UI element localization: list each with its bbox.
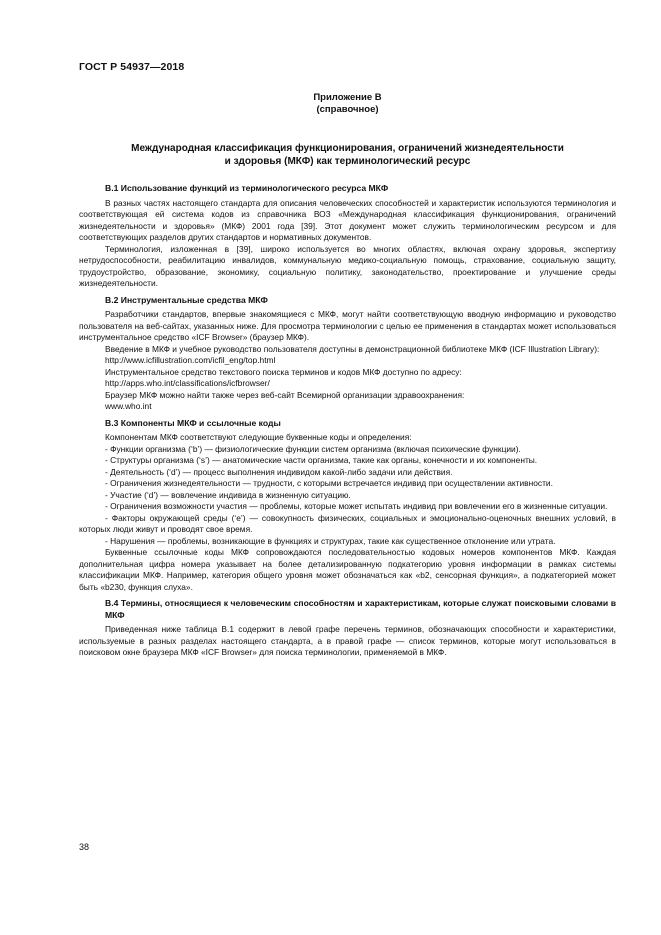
url-link[interactable]: http://apps.who.int/classifications/icfbrowser/	[105, 378, 270, 388]
paragraph: Введение в МКФ и учебное руководство пользователя доступны в демонстрационной библиотеке МКФ (ICF Illustration Library):	[105, 343, 600, 354]
document-title-line1: Международная классификация функционирования, ограничений жизнедеятельности	[131, 143, 564, 154]
url-link[interactable]: www.who.int	[105, 401, 152, 411]
document-body	[79, 180, 616, 659]
paragraph: Буквенные ссылочные коды МКФ сопровождаются последовательностью кодовых номеров компонентов МКФ. Каждая дополнительная цифра номера указывает на более детализированную подкатегорию уровня информации в рамках системы классификации МКФ. Например, категория общего уровня может обозначаться как «b2, сенсорная функция», а подкатегорией может быть «b230, функция слуха».	[79, 547, 616, 592]
list-item: - Нарушения — проблемы, возникающие в функциях и структурах, такие как существенное отклонение или утрата.	[105, 535, 556, 546]
section-b2-heading: В.2 Инструментальные средства МКФ	[105, 294, 268, 305]
list-item: - Факторы окружающей среды (‘e’) — совокупность физических, социальных и эмоционально-оценочных внешних условий, в которых люди живут и проводят свое время.	[79, 512, 616, 534]
paragraph: Приведенная ниже таблица В.1 содержит в левой графе перечень терминов, обозначающих способности и характеристики, используемые в разных разделах настоящего стандарта, а в правой графе — список терминов, которые могут использоваться в поисковом окне браузера МКФ «ICF Browser» для поиска терминологии, применяемой в МКФ.	[79, 624, 616, 657]
paragraph: В разных частях настоящего стандарта для описания человеческих способностей и характеристик используются терминология и соответствующая ей система кодов из справочника ВОЗ «Международная классификация функционирования, ограничений жизнедеятельности и здоровья» (МКФ) 2001 года [39]. Этот документ может служить терминологическим ресурсом и для соответствующих разделов других стандартов и нормативных документов.	[79, 197, 616, 242]
paragraph: Инструментальное средство текстового поиска терминов и кодов МКФ доступно по адресу:	[105, 366, 462, 377]
list-item: - Ограничения жизнедеятельности — трудности, с которыми встречается индивид при осуществлении активности.	[105, 478, 553, 488]
list-item: - Функции организма (‘b’) — физиологические функции систем организма (включая психические функции).	[105, 443, 521, 454]
document-title	[79, 142, 616, 168]
annex-subtitle: (справочное)	[316, 104, 379, 115]
paragraph: Браузер МКФ можно найти также через веб-сайт Всемирной организации здравоохранения:	[105, 389, 465, 400]
paragraph: Компонентам МКФ соответствуют следующие буквенные коды и определения:	[105, 432, 412, 442]
paragraph: Терминология, изложенная в [39], широко используется во многих областях, включая охрану здоровья, экспертизу нетрудоспособности, реабилитацию инвалидов, коммунальную медико-социальную помощь, страхование, социальную защиту, трудоустройство, образование, экономику, социальную политику, законодательство, проектирование и улучшение среды жизнедеятельности.	[79, 243, 616, 288]
list-item: - Деятельность (‘d’) — процесс выполнения индивидом какой-либо задачи или действия.	[105, 466, 453, 477]
section-b3-heading: В.3 Компоненты МКФ и ссылочные коды	[105, 417, 281, 428]
paragraph: Разработчики стандартов, впервые знакомящиеся с МКФ, могут найти соответствующую вводную информацию и руководство пользователя на веб-сайтах, указанных ниже. Для просмотра терминологии с целью ее применения в стандартах может использоваться инструментальное средство «ICF Browser» (браузер МКФ).	[79, 309, 616, 342]
list-item: - Участие (‘d’) — вовлечение индивида в жизненную ситуацию.	[105, 489, 351, 500]
page-number: 38	[79, 842, 90, 852]
list-item: - Структуры организма (‘s’) — анатомические части организма, такие как органы, конечности и их компоненты.	[105, 455, 538, 465]
section-b1-heading: В.1 Использование функций из терминологического ресурса МКФ	[105, 183, 389, 193]
annex-title: Приложение В	[313, 92, 382, 103]
annex-heading	[79, 92, 616, 116]
section-b4-heading: В.4 Термины, относящиеся к человеческим способностям и характеристикам, которые служат поисковыми словами в МКФ	[105, 598, 616, 620]
url-link[interactable]: http://www.icfillustration.com/icfil_eng/top.html	[105, 355, 276, 365]
document-title-line2: и здоровья (МКФ) как терминологический ресурс	[224, 156, 471, 167]
standard-code: ГОСТ Р 54937—2018	[79, 61, 185, 73]
list-item: - Ограничения возможности участия — проблемы, которые может испытать индивид при вовлечении его в жизненные ситуации.	[105, 501, 608, 511]
